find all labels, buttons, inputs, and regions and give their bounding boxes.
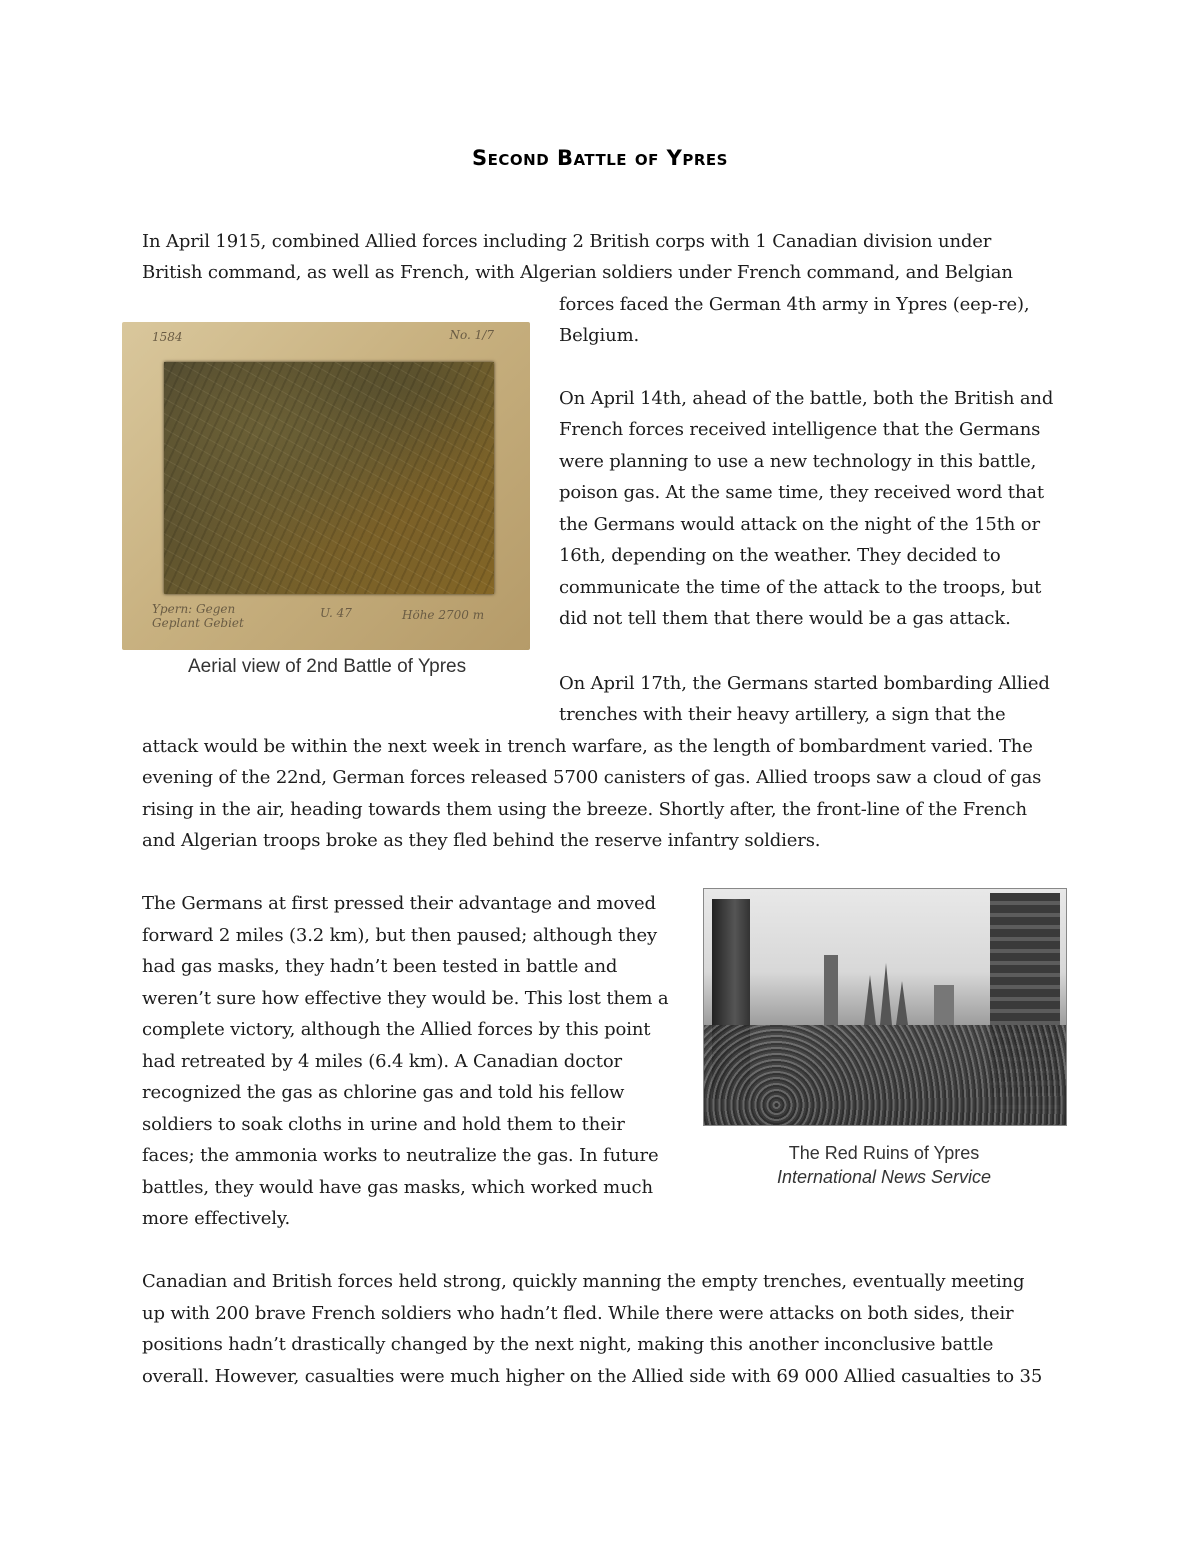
paragraph-4-line: battles, they would have gas masks, which worked much bbox=[142, 1177, 653, 1198]
paragraph-3-line: trenches with their heavy artillery, a sign that the bbox=[559, 704, 1006, 725]
paragraph-2-line: On April 14th, ahead of the battle, both the British and bbox=[559, 388, 1054, 409]
photo-handwriting: 1584 bbox=[152, 330, 183, 344]
paragraph-2-line: 16th, depending on the weather. They decided to bbox=[559, 545, 1001, 566]
paragraph-2-line: were planning to use a new technology in this battle, bbox=[559, 451, 1037, 472]
figure-2-title: The Red Ruins of Ypres bbox=[788, 1143, 980, 1163]
paragraph-4-line: had gas masks, they hadn’t been tested in battle and bbox=[142, 956, 618, 977]
page-title: Second Battle of Ypres bbox=[472, 146, 728, 170]
paragraph-2-line: communicate the time of the attack to the troops, but bbox=[559, 577, 1042, 598]
paragraph-3-line: evening of the 22nd, German forces released 5700 canisters of gas. Allied troops saw a cloud of gas bbox=[142, 767, 1042, 788]
ruins-photo bbox=[703, 888, 1067, 1126]
paragraph-5-line: overall. However, casualties were much higher on the Allied side with 69 000 Allied casualties to 35 bbox=[142, 1366, 1043, 1387]
photo-handwriting: U. 47 bbox=[320, 606, 352, 620]
paragraph-3-line: rising in the air, heading towards them using the breeze. Shortly after, the front-line of the French bbox=[142, 799, 1027, 820]
paragraph-2-line: did not tell them that there would be a gas attack. bbox=[559, 608, 1011, 629]
paragraph-3-line: and Algerian troops broke as they fled behind the reserve infantry soldiers. bbox=[142, 830, 821, 851]
figure-2-credit: International News Service bbox=[776, 1167, 992, 1187]
paragraph-5-line: Canadian and British forces held strong, quickly manning the empty trenches, eventually meeting bbox=[142, 1271, 1025, 1292]
aerial-image bbox=[164, 362, 494, 594]
paragraph-4-line: faces; the ammonia works to neutralize the gas. In future bbox=[142, 1145, 659, 1166]
figure-2-caption bbox=[703, 1141, 1065, 1189]
paragraph-4-line: recognized the gas as chlorine gas and told his fellow bbox=[142, 1082, 625, 1103]
paragraph-3-line: On April 17th, the Germans started bombarding Allied bbox=[559, 673, 1050, 694]
paragraph-2-line: poison gas. At the same time, they received word that bbox=[559, 482, 1044, 503]
aerial-photo bbox=[122, 322, 530, 650]
paragraph-2-line: French forces received intelligence that the Germans bbox=[559, 419, 1041, 440]
paragraph-4-line: more effectively. bbox=[142, 1208, 291, 1229]
paragraph-4-line: soldiers to soak cloths in urine and hold them to their bbox=[142, 1114, 625, 1135]
paragraph-3-line: attack would be within the next week in trench warfare, as the length of bombardment varied. The bbox=[142, 736, 1033, 757]
paragraph-2-line: the Germans would attack on the night of the 15th or bbox=[559, 514, 1040, 535]
paragraph-4-line: had retreated by 4 miles (6.4 km). A Canadian doctor bbox=[142, 1051, 622, 1072]
paragraph-5-line: positions hadn’t drastically changed by the next night, making this another inconclusive battle bbox=[142, 1334, 994, 1355]
photo-handwriting: Höhe 2700 m bbox=[402, 608, 485, 622]
paragraph-1-line: British command, as well as French, with Algerian soldiers under French command, and Belgian bbox=[142, 262, 1013, 283]
paragraph-5-line: up with 200 brave French soldiers who hadn’t fled. While there were attacks on both sides, their bbox=[142, 1303, 1014, 1324]
photo-handwriting: No. 1/7 bbox=[449, 328, 494, 342]
paragraph-4-line: forward 2 miles (3.2 km), but then paused; although they bbox=[142, 925, 658, 946]
paragraph-4-line: complete victory, although the Allied forces by this point bbox=[142, 1019, 651, 1040]
paragraph-1-line: In April 1915, combined Allied forces including 2 British corps with 1 Canadian division under bbox=[142, 231, 992, 252]
paragraph-1-line: forces faced the German 4th army in Ypres (eep-re), bbox=[559, 294, 1030, 315]
paragraph-1-line: Belgium. bbox=[559, 325, 640, 346]
paragraph-4-line: weren’t sure how effective they would be. This lost them a bbox=[142, 988, 669, 1009]
photo-handwriting: Ypern: Gegen Geplant Gebiet bbox=[152, 602, 244, 630]
paragraph-4-line: The Germans at first pressed their advantage and moved bbox=[142, 893, 656, 914]
figure-1-caption: Aerial view of 2nd Battle of Ypres bbox=[188, 656, 467, 677]
